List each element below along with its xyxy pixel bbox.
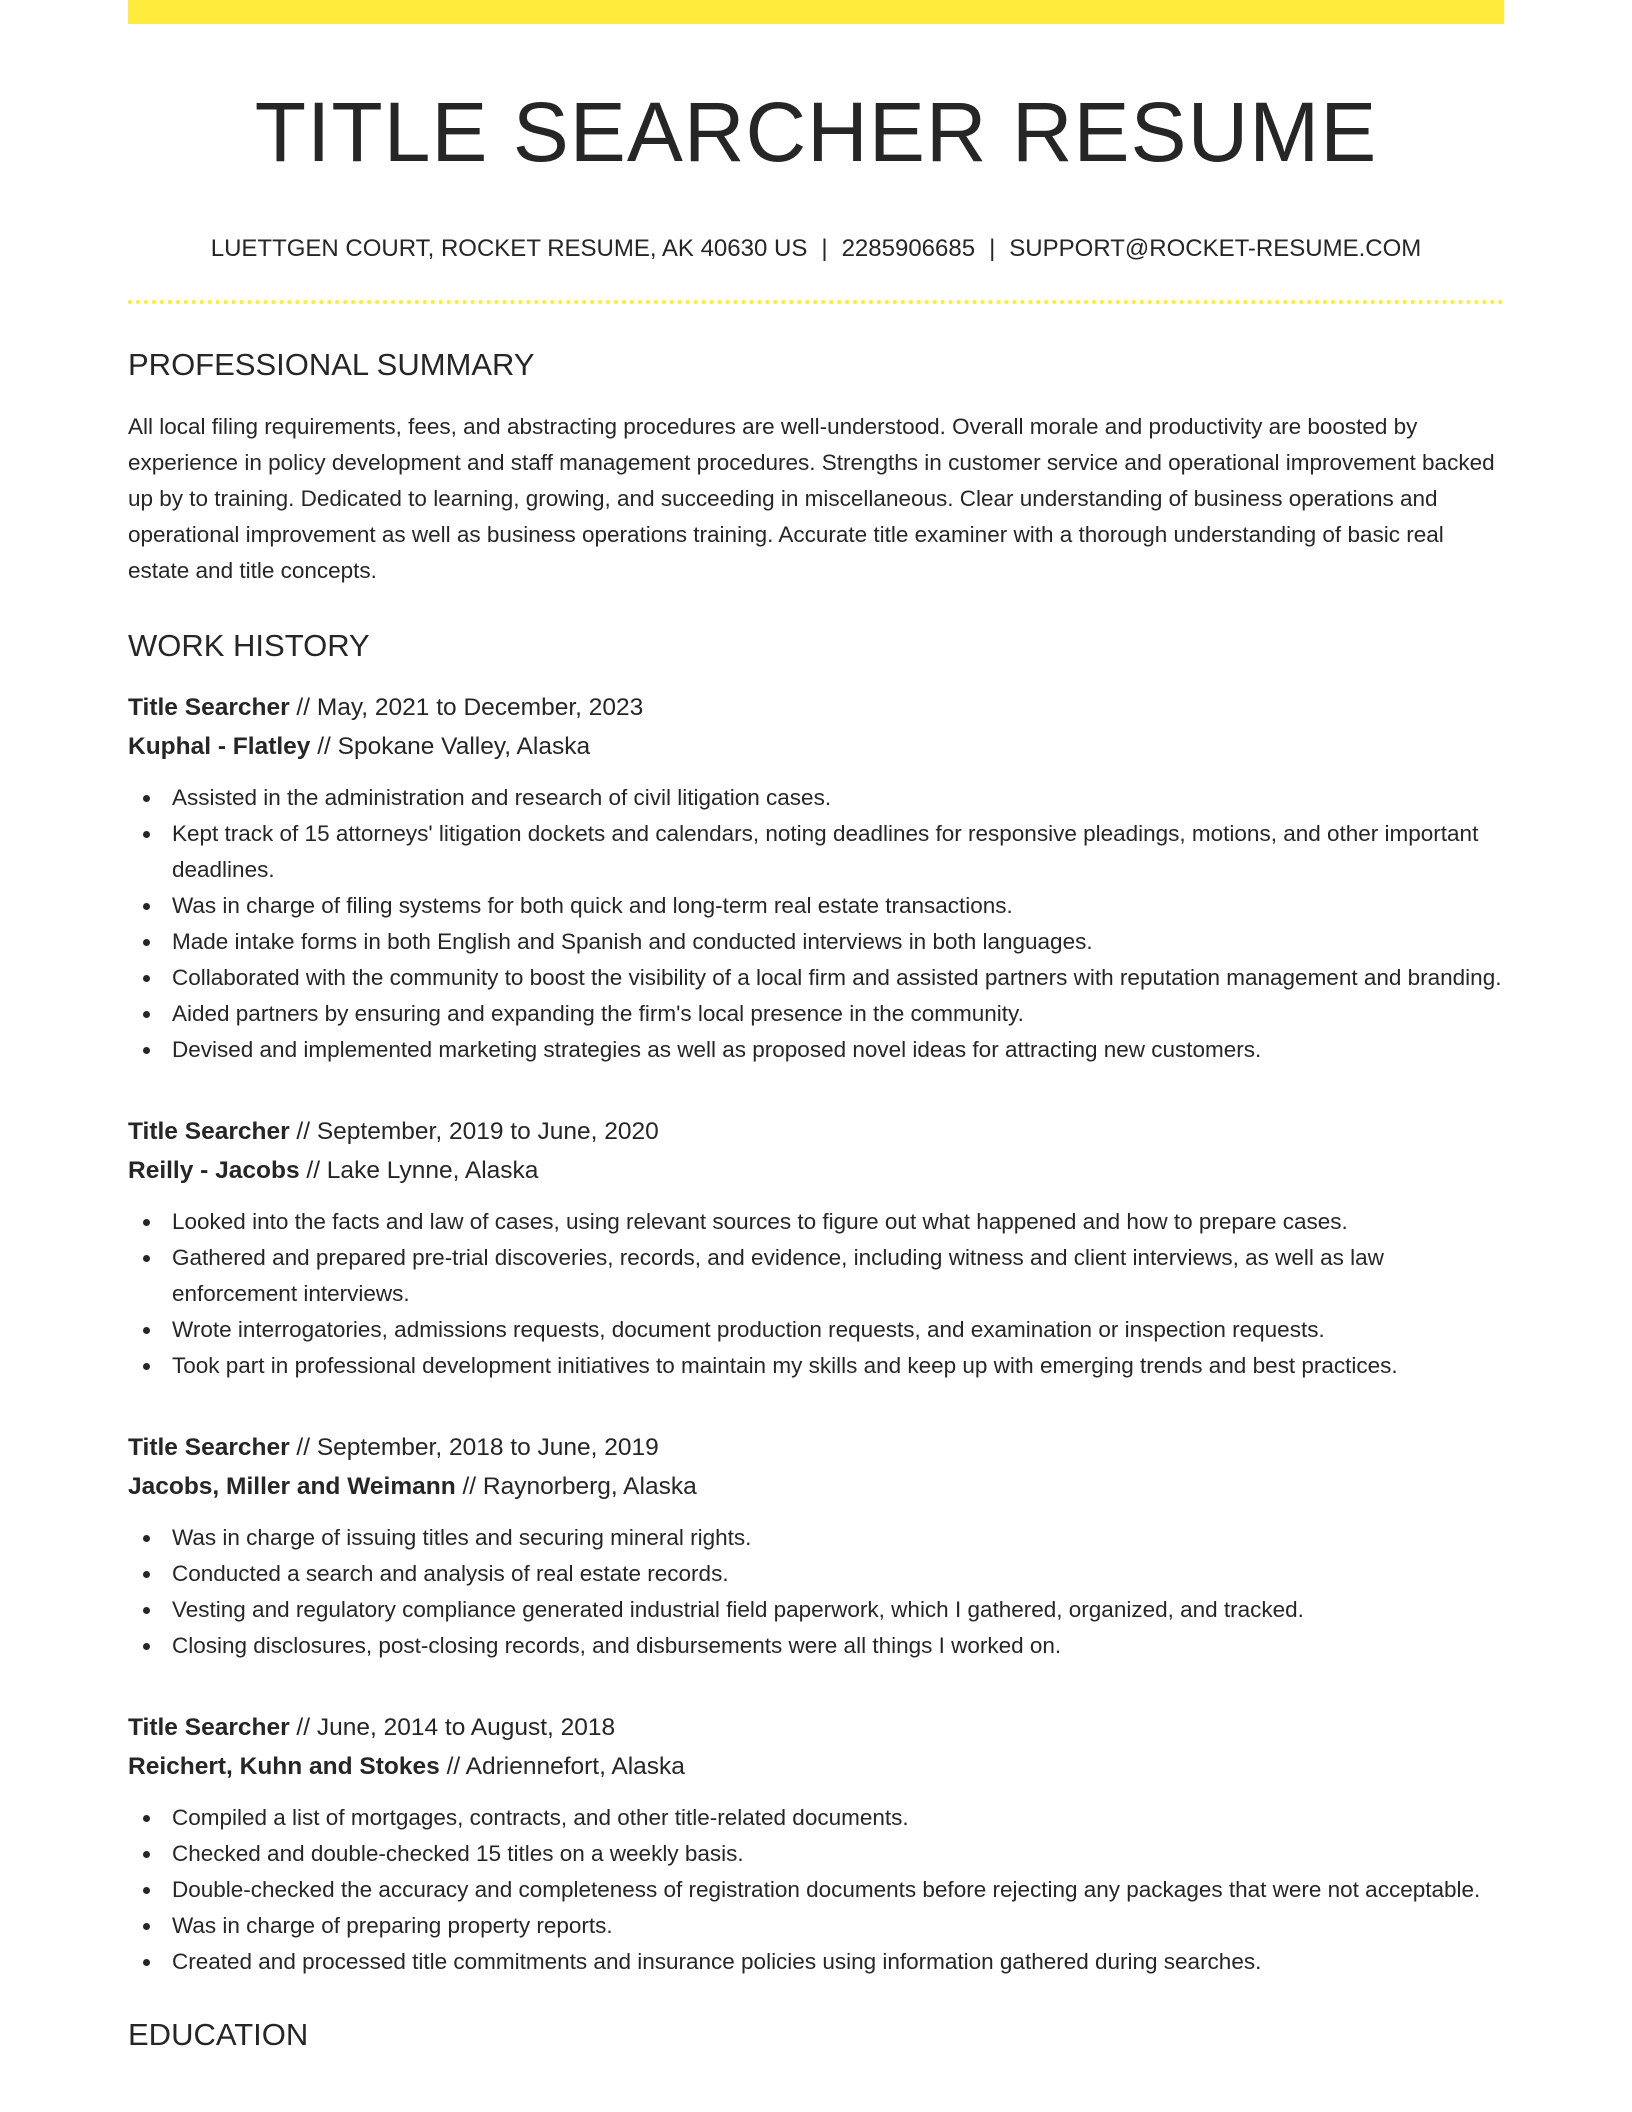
job-title-line xyxy=(128,688,1504,727)
job-title-line xyxy=(128,1428,1504,1467)
list-item xyxy=(128,1592,1504,1628)
accent-top-bar xyxy=(128,0,1504,24)
bullet-text: Closing disclosures, post-closing records, and disbursements were all things I worked on. xyxy=(172,1633,1062,1659)
list-item xyxy=(128,960,1504,996)
bullet-icon xyxy=(143,1219,150,1226)
summary-heading: PROFESSIONAL SUMMARY xyxy=(128,346,535,382)
bullet-icon xyxy=(143,1535,150,1542)
resume-page xyxy=(128,0,1504,2054)
job-title-line xyxy=(128,1112,1504,1151)
bullet-text: Was in charge of filing systems for both quick and long-term real estate transactions. xyxy=(172,893,1013,919)
job-dates: // May, 2021 to December, 2023 xyxy=(296,694,644,722)
bullet-icon xyxy=(143,1959,150,1966)
list-item xyxy=(128,1628,1504,1664)
bullet-icon xyxy=(143,903,150,910)
job-dates: // September, 2018 to June, 2019 xyxy=(296,1434,659,1462)
job-location: // Spokane Valley, Alaska xyxy=(317,733,591,761)
list-item xyxy=(128,924,1504,960)
bullet-text: Aided partners by ensuring and expanding the firm's local presence in the community. xyxy=(172,1001,1024,1027)
bullet-icon xyxy=(143,1047,150,1054)
bullet-icon xyxy=(143,1923,150,1930)
bullet-icon xyxy=(143,831,150,838)
job-company-line xyxy=(128,1747,1504,1786)
job-location: // Adriennefort, Alaska xyxy=(446,1753,685,1781)
job-entry xyxy=(128,1428,1504,1664)
resume-title: TITLE SEARCHER RESUME xyxy=(254,85,1378,179)
list-item xyxy=(128,1872,1504,1908)
list-item xyxy=(128,888,1504,924)
job-title: Title Searcher xyxy=(128,1118,290,1146)
bullet-icon xyxy=(143,1327,150,1334)
bullet-icon xyxy=(143,1011,150,1018)
list-item xyxy=(128,1032,1504,1068)
job-location: // Lake Lynne, Alaska xyxy=(306,1157,539,1185)
bullet-icon xyxy=(143,1887,150,1894)
job-bullet-list xyxy=(128,780,1504,1068)
bullet-text: Took part in professional development initiatives to maintain my skills and keep up with emerging trends and best practices. xyxy=(172,1353,1398,1379)
bullet-text: Made intake forms in both English and Spanish and conducted interviews in both languages. xyxy=(172,929,1093,955)
list-item xyxy=(128,1520,1504,1556)
list-item xyxy=(128,1312,1504,1348)
bullet-icon xyxy=(143,1363,150,1370)
job-title: Title Searcher xyxy=(128,1714,290,1742)
job-dates: // September, 2019 to June, 2020 xyxy=(296,1118,659,1146)
bullet-icon xyxy=(143,1607,150,1614)
job-company: Reichert, Kuhn and Stokes xyxy=(128,1753,440,1781)
list-item xyxy=(128,816,1504,888)
contact-separator: | xyxy=(989,234,996,262)
list-item xyxy=(128,1556,1504,1592)
job-title: Title Searcher xyxy=(128,1434,290,1462)
job-company: Reilly - Jacobs xyxy=(128,1157,300,1185)
bullet-icon xyxy=(143,1571,150,1578)
contact-address: LUETTGEN COURT, ROCKET RESUME, AK 40630 US xyxy=(210,234,808,262)
job-bullet-list xyxy=(128,1204,1504,1384)
bullet-text: Vesting and regulatory compliance generated industrial field paperwork, which I gathered, organized, and tracked. xyxy=(172,1597,1304,1623)
bullet-text: Kept track of 15 attorneys' litigation dockets and calendars, noting deadlines for responsive pleadings, motions, and other important deadlines. xyxy=(172,821,1479,883)
job-bullet-list xyxy=(128,1800,1504,1980)
contact-separator: | xyxy=(821,234,828,262)
bullet-icon xyxy=(143,1255,150,1262)
bullet-icon xyxy=(143,939,150,946)
job-entry xyxy=(128,1112,1504,1384)
bullet-icon xyxy=(143,1851,150,1858)
dotted-divider xyxy=(128,300,1504,304)
contact-phone: 2285906685 xyxy=(841,234,976,262)
job-bullet-list xyxy=(128,1520,1504,1664)
work-history-list xyxy=(128,688,1504,1980)
job-company-line xyxy=(128,1151,1504,1190)
list-item xyxy=(128,1204,1504,1240)
bullet-text: Assisted in the administration and research of civil litigation cases. xyxy=(172,785,832,811)
list-item xyxy=(128,780,1504,816)
bullet-text: Created and processed title commitments and insurance policies using information gathered during searches. xyxy=(172,1949,1262,1975)
bullet-text: Wrote interrogatories, admissions requests, document production requests, and examination or inspection requests. xyxy=(172,1317,1325,1343)
bullet-text: Gathered and prepared pre-trial discoveries, records, and evidence, including witness and client interviews, as well as law enforcement interviews. xyxy=(172,1245,1384,1307)
education-heading: EDUCATION xyxy=(128,2017,309,2053)
job-location: // Raynorberg, Alaska xyxy=(462,1473,697,1501)
list-item xyxy=(128,1836,1504,1872)
bullet-icon xyxy=(143,975,150,982)
job-entry xyxy=(128,1708,1504,1980)
bullet-icon xyxy=(143,1643,150,1650)
bullet-text: Compiled a list of mortgages, contracts, and other title-related documents. xyxy=(172,1805,909,1831)
bullet-icon xyxy=(143,795,150,802)
list-item xyxy=(128,996,1504,1032)
job-company: Jacobs, Miller and Weimann xyxy=(128,1473,456,1501)
bullet-text: Devised and implemented marketing strategies as well as proposed novel ideas for attracting new customers. xyxy=(172,1037,1262,1063)
work-history-heading: WORK HISTORY xyxy=(128,628,370,664)
list-item xyxy=(128,1348,1504,1384)
bullet-text: Double-checked the accuracy and completeness of registration documents before rejecting any packages that were not acceptable. xyxy=(172,1877,1481,1903)
summary-text: All local filing requirements, fees, and abstracting procedures are well-understood. Overall morale and productivity are boosted by experience in policy development and staff management procedures. Strengths in customer service and operational improvement backed up by to training. Dedicated to learning, growing, and succeeding in miscellaneous. Clear understanding of business operations and operational improvement as well as business operations training. Accurate title examiner with a thorough understanding of basic real estate and title concepts. xyxy=(128,414,1495,584)
bullet-text: Conducted a search and analysis of real estate records. xyxy=(172,1561,729,1587)
list-item xyxy=(128,1944,1504,1980)
bullet-text: Collaborated with the community to boost the visibility of a local firm and assisted partners with reputation management and branding. xyxy=(172,965,1502,991)
bullet-text: Looked into the facts and law of cases, using relevant sources to figure out what happened and how to prepare cases. xyxy=(172,1209,1348,1235)
contact-email: SUPPORT@ROCKET-RESUME.COM xyxy=(1009,234,1422,262)
job-company: Kuphal - Flatley xyxy=(128,733,311,761)
contact-line xyxy=(128,233,1504,264)
bullet-text: Checked and double-checked 15 titles on a weekly basis. xyxy=(172,1841,744,1867)
job-entry xyxy=(128,688,1504,1068)
list-item xyxy=(128,1908,1504,1944)
job-title: Title Searcher xyxy=(128,694,290,722)
bullet-text: Was in charge of issuing titles and securing mineral rights. xyxy=(172,1525,752,1551)
job-company-line xyxy=(128,1467,1504,1506)
list-item xyxy=(128,1800,1504,1836)
bullet-icon xyxy=(143,1815,150,1822)
job-company-line xyxy=(128,727,1504,766)
list-item xyxy=(128,1240,1504,1312)
job-dates: // June, 2014 to August, 2018 xyxy=(296,1714,616,1742)
job-title-line xyxy=(128,1708,1504,1747)
bullet-text: Was in charge of preparing property reports. xyxy=(172,1913,613,1939)
